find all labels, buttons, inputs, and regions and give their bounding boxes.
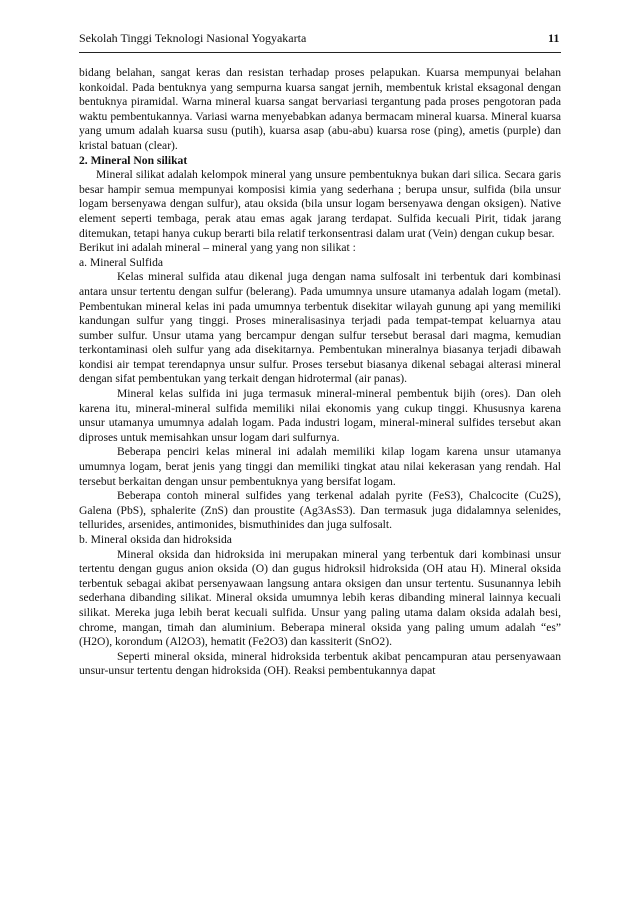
paragraph-quartz: bidang belahan, sangat keras dan resistan terhadap proses pelapukan. Kuarsa mempunyai belahan konkoidal. Pada bentuknya yang sempurna kuarsa sangat jernih, membentuk kristal eksagonal dengan bentuknya piramidal. Warna mineral kuarsa sangat bervariasi tergantung pada proses pengotoran pada waktu pembentukannya. Variasi warna menyebabkan adanya bermacam mineral kuarsa. Mineral kuarsa yang umum adalah kuarsa susu (putih), kuarsa asap (abu-abu) kuarsa rose (ping), ametis (purple) dan kristal batuan (clear). <box>79 66 561 152</box>
header-divider <box>79 52 561 53</box>
paragraph-sulfide-4: Beberapa contoh mineral sulfides yang terkenal adalah pyrite (FeS3), Chalcocite (Cu2S), Galena (PbS), sphalerite (ZnS) dan proustite (Ag3AsS3). Dan termasuk juga didalamnya selenides, tellurides, arsenides, antimonides, bismuthinides dan juga sulfosalt. <box>79 489 561 532</box>
paragraph-oxide-1: Mineral oksida dan hidroksida ini merupakan mineral yang terbentuk dari kombinasi unsur tertentu dengan gugus anion oksida (O) dan gugus hidroksil hidroksida (OH atau H). Mineral oksida terbentuk sebagai akibat persenyawaan langsung antara oksigen dan unsur tertentu. Susunannya lebih sederhana dibanding silikat. Mineral oksida umumnya lebih keras dibanding mineral lainnya kecuali silikat. Mereka juga lebih berat kecuali sulfida. Unsur yang paling utama dalam oksida adalah besi, chrome, mangan, timah dan aluminium. Beberapa mineral oksida yang paling umum adalah “es” (H2O), korondum (Al2O3), hematit (Fe2O3) dan kassiterit (SnO2). <box>79 547 561 649</box>
section-heading-non-silicate: 2. Mineral Non silikat <box>79 153 188 167</box>
paragraph-sulfide-1: Kelas mineral sulfida atau dikenal juga dengan nama sulfosalt ini terbentuk dari kombinasi antara unsur tertentu dengan sulfur (belerang). Pada umumnya unsure utamanya adalah logam (metal). Pembentukan mineral kelas ini pada umumnya terbentuk disekitar wilayah gunung api yang memiliki kandungan sulfur yang tinggi. Proses mineralisasinya terjadi pada tempat-tempat keluarnya atau sumber sulfur. Unsur utama yang bercampur dengan sulfur tersebut berasal dari magma, kemudian terkontaminasi oleh sulfur yang ada disekitarnya. Pembentukan mineralnya biasanya terjadi dibawah kondisi air tempat terendapnya unsur sulfur. Proses tersebut biasanya dikenal sebagai alterasi mineral dengan sifat pembentukan yang terkait dengan hidrotermal (air panas). <box>79 270 561 386</box>
running-header-title: Sekolah Tinggi Teknologi Nasional Yogyakarta <box>79 31 307 45</box>
subsection-heading-sulfide: a. Mineral Sulfida <box>79 255 164 269</box>
paragraph-non-silicate-list-intro: Berikut ini adalah mineral – mineral yang yang non silikat : <box>79 241 356 255</box>
page-number: 11 <box>548 31 560 45</box>
paragraph-hydroxide-1: Seperti mineral oksida, mineral hidroksida terbentuk akibat pencampuran atau persenyawaan unsur-unsur tertentu dengan hidroksida (OH). Reaksi pembentukannya dapat <box>79 649 561 678</box>
paragraph-non-silicate-intro: Mineral silikat adalah kelompok mineral yang unsure pembentuknya bukan dari silica. Secara garis besar hampir semua mempunyai komposisi kimia yang sederhana ; berupa unsur, sulfida (bila unsur logam bersenyawa dengan sulfur), atau oksida (bila unsur logam bersenyawa dengan oksigen). Native element seperti tembaga, perak atau emas agak jarang terdapat. Sulfida kecuali Pirit, tidak jarang ditemukan, tetapi hanya cukup berarti bila relatif terkonsentrasi dalam urat (Vein) dengan cukup besar. <box>79 168 561 240</box>
document-body <box>79 66 561 679</box>
paragraph-sulfide-2: Mineral kelas sulfida ini juga termasuk mineral-mineral pembentuk bijih (ores). Dan oleh karena itu, mineral-mineral sulfida memiliki nilai ekonomis yang cukup tinggi. Khususnya karena unsur utamanya umumnya adalah logam. Pada industri logam, mineral-mineral sulfides tersebut akan diproses untuk memisahkan unsur logam dari sulfurnya. <box>79 387 561 444</box>
paragraph-sulfide-3: Beberapa penciri kelas mineral ini adalah memiliki kilap logam karena unsur utamanya umumnya logam, berat jenis yang tinggi dan memiliki tingkat atau nilai kekerasan yang rendah. Hal tersebut berkaitan dengan unsur pembentuknya yang bersifat logam. <box>79 445 561 488</box>
subsection-heading-oxide: b. Mineral oksida dan hidroksida <box>79 533 232 546</box>
